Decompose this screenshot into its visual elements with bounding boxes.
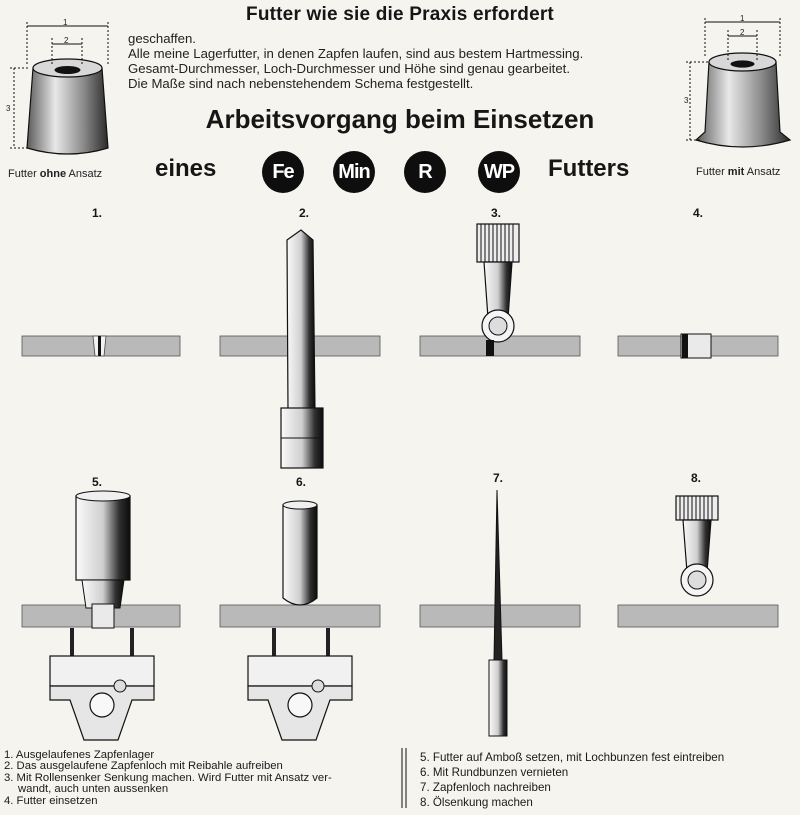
figure-5-anvil-punch: [22, 491, 180, 740]
intro-line-1: geschaffen.: [128, 31, 196, 46]
figure-number-3: 3.: [491, 206, 502, 220]
step-item: 4. Futter einsetzen: [4, 794, 98, 807]
steps-list-right: [420, 750, 724, 810]
bushing-without-collar: [10, 22, 108, 154]
figure-number-4: 4.: [693, 206, 704, 220]
step-item: 1. Ausgelaufenes Zapfenlager: [4, 749, 155, 761]
figure-number-7: 7.: [493, 471, 504, 485]
intro-line-3: Gesamt-Durchmesser, Loch-Durchmesser und Höhe sind genau gearbeitet.: [128, 61, 570, 76]
badge-fe: Fe: [262, 151, 304, 193]
step-item: 2. Das ausgelaufene Zapfenloch mit Reibahle aufreiben: [4, 760, 283, 773]
step-item: wandt, auch unten aussenken: [18, 783, 169, 796]
step-item: 3. Mit Rollensenker Senkung machen. Wird Futter mit Ansatz ver-: [4, 771, 332, 784]
dim-label-1-left: 1: [63, 18, 68, 27]
figure-2-reamer: [220, 230, 380, 468]
section-heading: Arbeitsvorgang beim Einsetzen: [205, 104, 595, 134]
figure-number-8: 8.: [691, 471, 702, 485]
dim-label-1-right: 1: [740, 14, 745, 23]
futters-label: Futters: [548, 155, 630, 182]
step-item: 5. Futter auf Amboß setzen, mit Lochbunzen fest eintreiben: [420, 751, 725, 764]
badge-r: R: [404, 151, 446, 193]
badge-wp: WP: [478, 151, 520, 193]
steps-list-left: [4, 750, 332, 807]
step-item: 8. Ölsenkung machen: [420, 796, 533, 809]
dim-label-3-right: 3: [684, 96, 689, 105]
intro-line-2: Alle meine Lagerfutter, in denen Zapfen laufen, sind aus bestem Hartmessing.: [128, 46, 584, 61]
figure-8-oil-sink: [618, 496, 778, 627]
step-item: 7. Zapfenloch nachreiben: [420, 781, 551, 794]
badge-min: Min: [333, 151, 375, 193]
figure-4-bushing-inserted: [618, 334, 778, 358]
figure-3-roller-countersink: [420, 224, 580, 356]
step-item: 6. Mit Rundbunzen vernieten: [420, 766, 569, 779]
bushing-with-collar: [686, 18, 790, 147]
intro-line-4: Die Maße sind nach nebenstehendem Schema festgestellt.: [128, 76, 474, 91]
dim-label-2-right: 2: [740, 28, 745, 37]
dim-label-3-left: 3: [6, 104, 11, 113]
figure-number-6: 6.: [296, 475, 307, 489]
figure-number-2: 2.: [299, 206, 310, 220]
figure-1-plate: [22, 336, 180, 356]
figure-number-1: 1.: [92, 206, 103, 220]
figure-number-5: 5.: [92, 475, 103, 489]
right-bushing-caption: Futter mit Ansatz: [696, 166, 781, 178]
figure-7-broach: [420, 490, 580, 736]
eines-label: eines: [155, 155, 217, 182]
dim-label-2-left: 2: [64, 36, 69, 45]
figure-6-riveting-punch: [220, 501, 380, 740]
page-title: Futter wie sie die Praxis erfordert: [246, 4, 554, 25]
left-bushing-caption: Futter ohne Ansatz: [8, 168, 103, 180]
